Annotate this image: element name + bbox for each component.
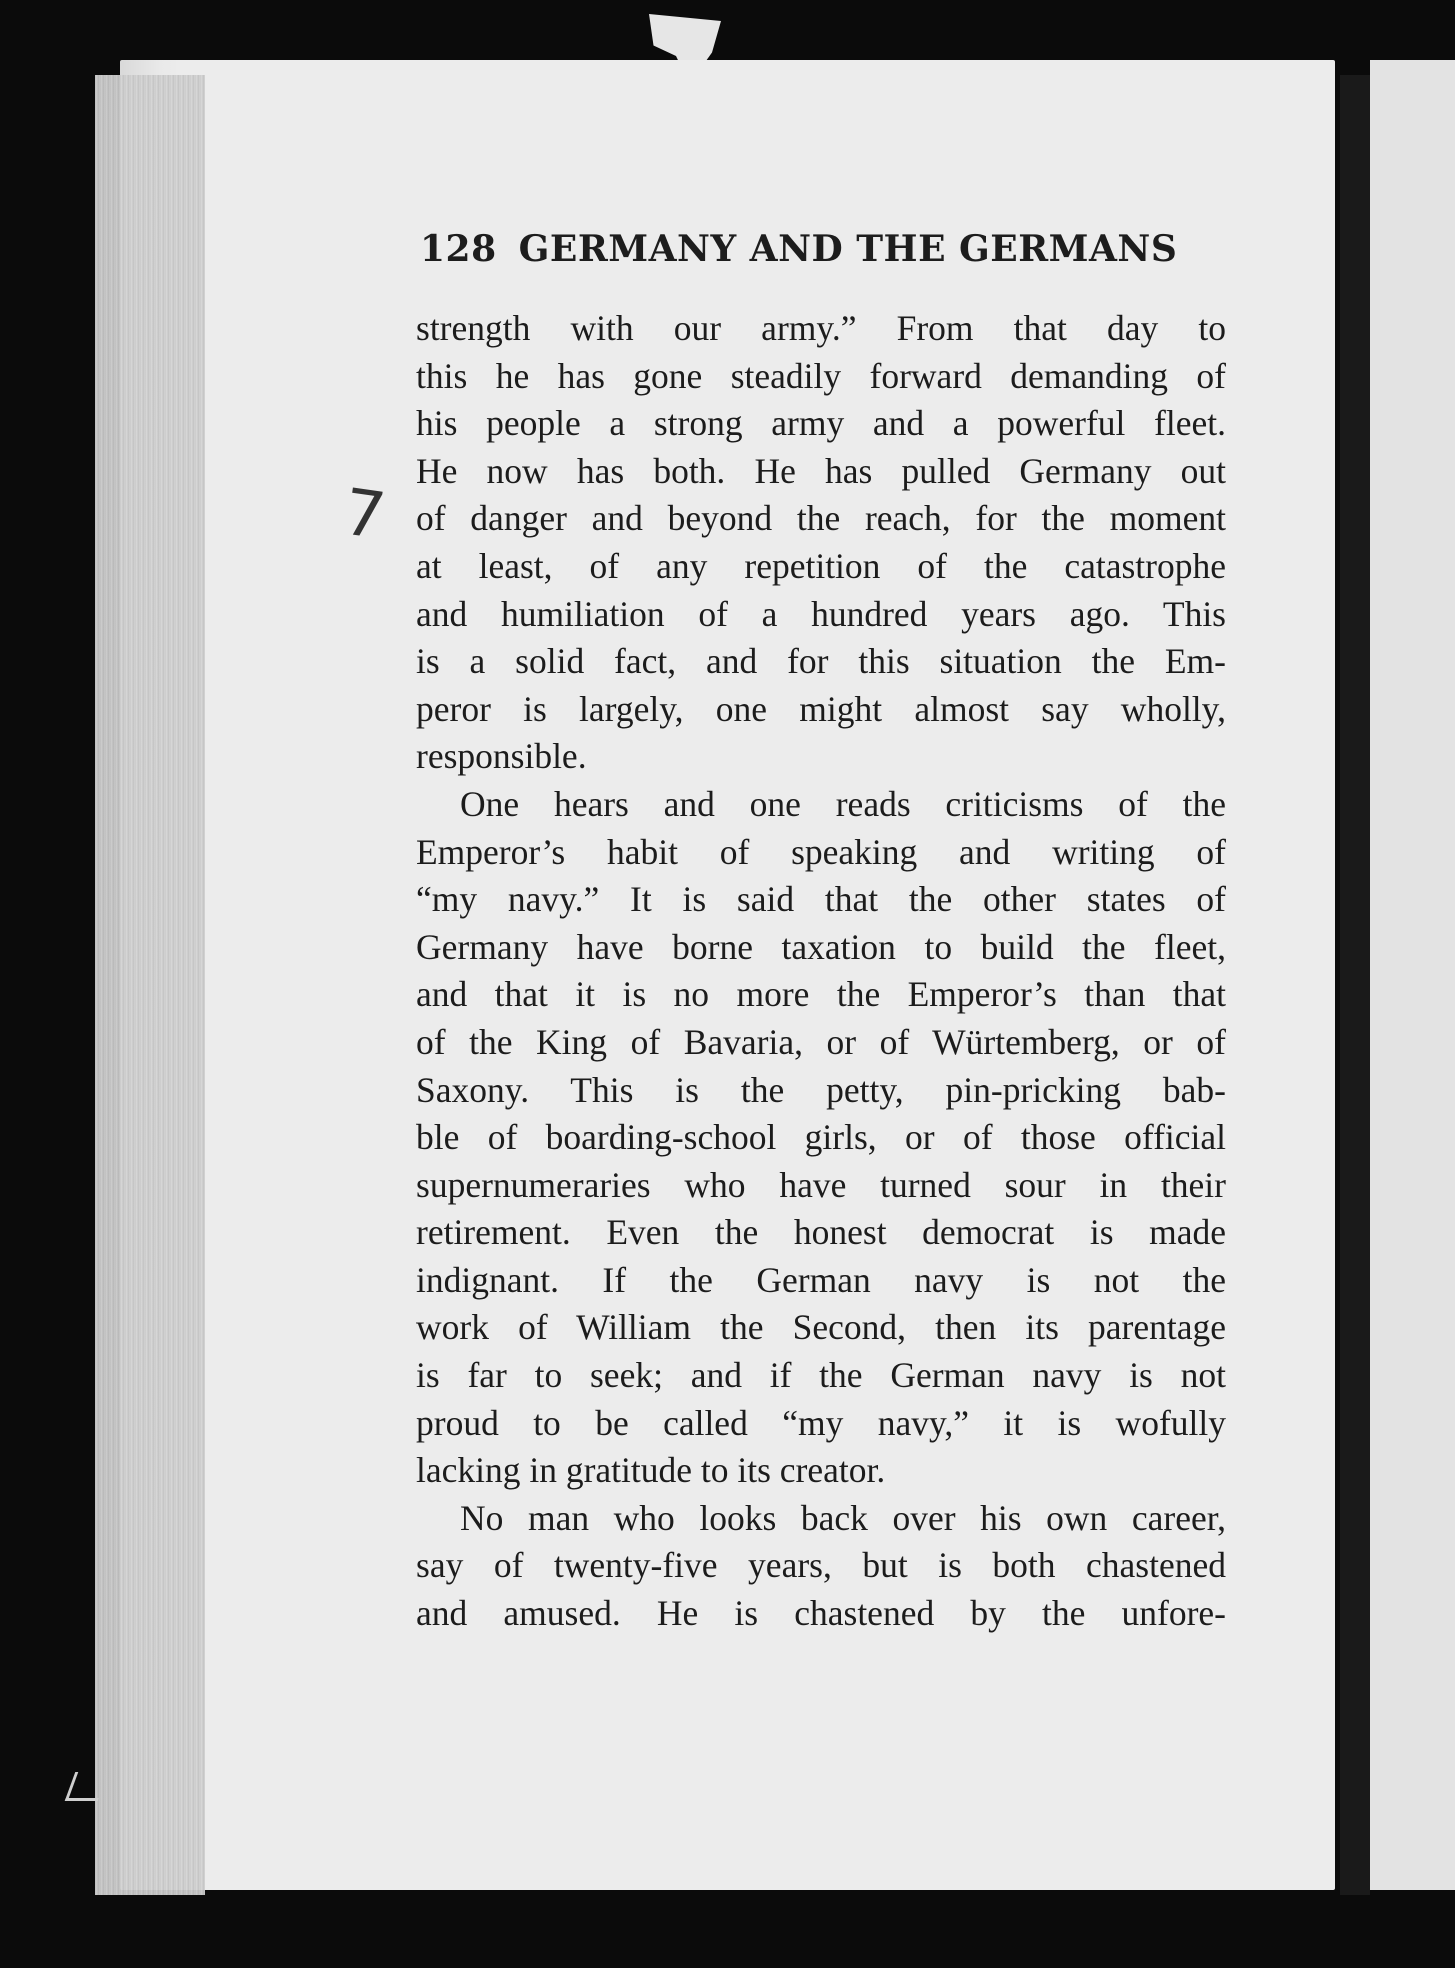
text-line: responsible. bbox=[416, 736, 587, 777]
facing-page-edge bbox=[1370, 60, 1455, 1890]
text-line: ble of boarding-school girls, or of those official bbox=[416, 1117, 1226, 1158]
text-line: and that it is no more the Emperor’s than that bbox=[416, 974, 1226, 1015]
text-line: No man who looks back over his own career, bbox=[460, 1497, 1226, 1538]
text-line: at least, of any repetition of the catastrophe bbox=[416, 545, 1226, 586]
text-line: Saxony. This is the petty, pin-pricking bab- bbox=[416, 1069, 1226, 1110]
text-line: say of twenty-five years, but is both chastened bbox=[416, 1545, 1226, 1586]
text-line: Emperor’s habit of speaking and writing of bbox=[416, 831, 1226, 872]
text-line: work of William the Second, then its parentage bbox=[416, 1307, 1226, 1348]
text-line: peror is largely, one might almost say wholly, bbox=[416, 688, 1226, 729]
paragraph bbox=[416, 305, 1226, 781]
text-line: this he has gone steadily forward demanding of bbox=[416, 355, 1226, 396]
text-line: Germany have borne taxation to build the fleet, bbox=[416, 926, 1226, 967]
text-line: One hears and one reads criticisms of the bbox=[460, 783, 1226, 824]
text-line: “my navy.” It is said that the other states of bbox=[416, 879, 1226, 920]
running-title: GERMANY AND THE GERMANS bbox=[518, 228, 1178, 270]
text-line: and humiliation of a hundred years ago. This bbox=[416, 593, 1226, 634]
text-line: is far to seek; and if the German navy is not bbox=[416, 1355, 1226, 1396]
text-line: retirement. Even the honest democrat is made bbox=[416, 1212, 1226, 1253]
text-line: He now has both. He has pulled Germany out bbox=[416, 450, 1226, 491]
text-line: lacking in gratitude to its creator. bbox=[416, 1450, 886, 1491]
text-line: and amused. He is chastened by the unfore- bbox=[416, 1593, 1226, 1634]
text-line: indignant. If the German navy is not the bbox=[416, 1259, 1226, 1300]
text-line: proud to be called “my navy,” it is wofully bbox=[416, 1402, 1226, 1443]
paragraph bbox=[416, 781, 1226, 1495]
text-line: of the King of Bavaria, or of Würtemberg, or of bbox=[416, 1021, 1226, 1062]
text-line: his people a strong army and a powerful fleet. bbox=[416, 403, 1226, 444]
text-line: supernumeraries who have turned sour in their bbox=[416, 1164, 1226, 1205]
text-line: of danger and beyond the reach, for the moment bbox=[416, 498, 1226, 539]
handwritten-margin-note: 7 bbox=[339, 475, 390, 555]
book-spine-shadow bbox=[1340, 75, 1370, 1895]
text-line: is a solid fact, and for this situation the Em- bbox=[416, 641, 1226, 682]
text-line: strength with our army.” From that day to bbox=[416, 308, 1226, 348]
page-stack-edge bbox=[95, 75, 205, 1895]
paragraph bbox=[416, 1495, 1226, 1638]
running-header bbox=[420, 228, 1177, 270]
page-number: 128 bbox=[420, 228, 497, 270]
body-text bbox=[416, 305, 1226, 1638]
